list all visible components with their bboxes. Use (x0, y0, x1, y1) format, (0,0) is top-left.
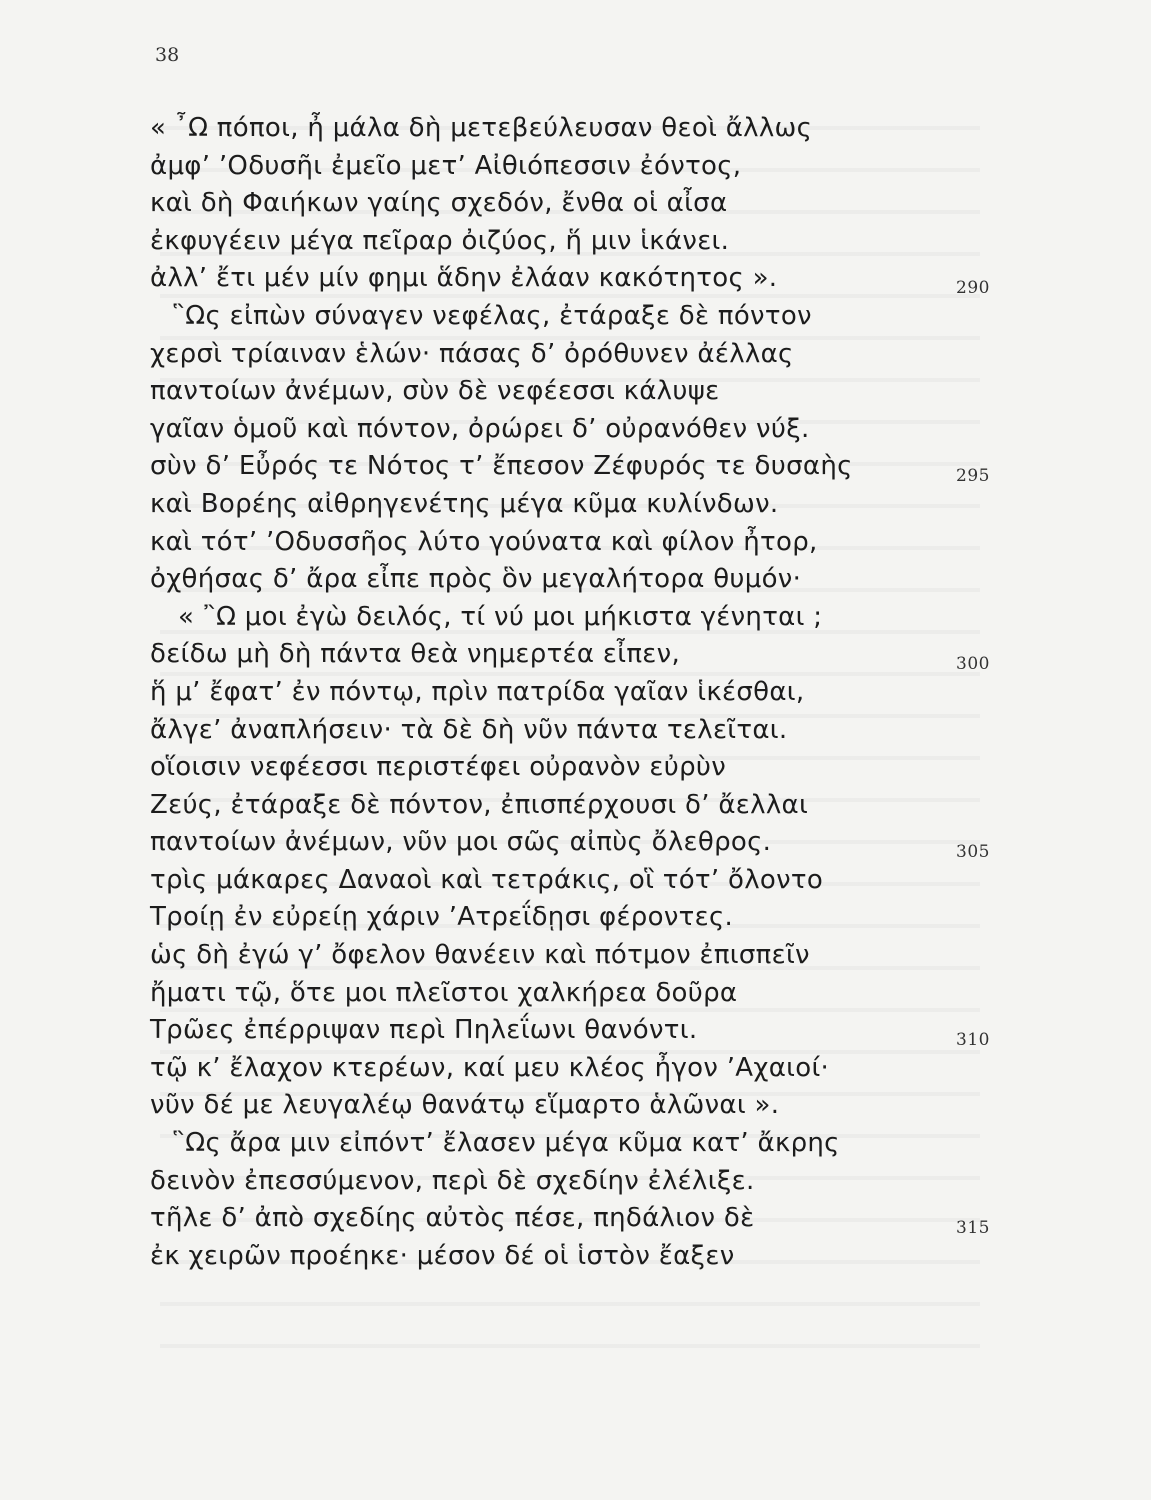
verse-line (150, 411, 1030, 449)
line-number: 295 (956, 466, 990, 487)
page-number: 38 (155, 44, 180, 66)
line-number: 315 (956, 1218, 990, 1239)
verse-text: τῷ κ’ ἔλαχον κτερέων, καί μευ κλέος ἦγον ’Αχαιοί· (150, 1052, 830, 1083)
verse-line (150, 448, 1030, 486)
verse-line (150, 899, 1030, 937)
verse-text: ῝Ως εἰπὼν σύναγεν νεφέλας, ἐτάραξε δὲ πόντον (172, 300, 812, 331)
verse-text: νῦν δέ με λευγαλέῳ θανάτῳ εἵμαρτο ἁλῶναι ». (150, 1090, 780, 1121)
verse-line (150, 1238, 1030, 1276)
verse-line (150, 712, 1030, 750)
verse-line (150, 636, 1030, 674)
verse-line (150, 110, 1030, 148)
verse-text: ἐκ χειρῶν προέηκε· μέσον δέ οἱ ἱστὸν ἔαξεν (150, 1240, 735, 1271)
verse-line (150, 1012, 1030, 1050)
verse-text: χερσὶ τρίαιναν ἑλών· πάσας δ’ ὀρόθυνεν ἀέλλας (150, 338, 794, 369)
verse-text: ῝Ως ἄρα μιν εἰπόντ’ ἔλασεν μέγα κῦμα κατ’ ἄκρης (172, 1128, 840, 1159)
verse-line (150, 486, 1030, 524)
verse-line (150, 336, 1030, 374)
verse-line (150, 862, 1030, 900)
verse-text: Ζεύς, ἐτάραξε δὲ πόντον, ἐπισπέρχουσι δ’ ἄελλαι (150, 789, 809, 820)
verse-text: ἄλγε’ ἀναπλήσειν· τὰ δὲ δὴ νῦν πάντα τελεῖται. (150, 714, 788, 745)
verse-text: τῆλε δ’ ἀπὸ σχεδίης αὐτὸς πέσε, πηδάλιον δὲ (150, 1203, 755, 1234)
verse-line (150, 1163, 1030, 1201)
verse-line (150, 824, 1030, 862)
verse-line (150, 749, 1030, 787)
line-number: 305 (956, 842, 990, 863)
verse-text: γαῖαν ὁμοῦ καὶ πόντον, ὀρώρει δ’ οὐρανόθεν νύξ. (150, 413, 810, 444)
verse-text: καὶ δὴ Φαιήκων γαίης σχεδόν, ἔνθα οἱ αἶσα (150, 188, 728, 219)
verse-text: ἀλλ’ ἔτι μέν μίν φημι ἅδην ἐλάαν κακότητος ». (150, 263, 778, 294)
verse-line (150, 787, 1030, 825)
verse-text: ἥ μ’ ἔφατ’ ἐν πόντῳ, πρὶν πατρίδα γαῖαν ἱκέσθαι, (150, 676, 805, 707)
verse-text: ὡς δὴ ἐγώ γ’ ὄφελον θανέειν καὶ πότμον ἐπισπεῖν (150, 940, 810, 971)
verse-text: παντοίων ἀνέμων, νῦν μοι σῶς αἰπὺς ὄλεθρος. (150, 827, 772, 858)
verse-text: Τρῶες ἐπέρριψαν περὶ Πηλεΐωνι θανόντι. (150, 1015, 698, 1046)
verse-line (150, 524, 1030, 562)
verse-text: σὺν δ’ Εὖρός τε Νότος τ’ ἔπεσον Ζέφυρός τε δυσαὴς (150, 451, 853, 482)
verse-line (150, 1125, 1030, 1163)
verse-text: ἀμφ’ ’Οδυσῆι ἐμεῖο μετ’ Αἰθιόπεσσιν ἐόντος, (150, 150, 742, 181)
verse-line (150, 1050, 1030, 1088)
verse-text: ὀχθήσας δ’ ἄρα εἶπε πρὸς ὃν μεγαλήτορα θυμόν· (150, 564, 802, 595)
verse-line (150, 298, 1030, 336)
verse-text: ἤματι τῷ, ὅτε μοι πλεῖστοι χαλκήρεα δοῦρα (150, 977, 738, 1008)
verse-text: καὶ Βορέης αἰθρηγενέτης μέγα κῦμα κυλίνδων. (150, 488, 779, 519)
verse-text: Τροίῃ ἐν εὐρείῃ χάριν ’Ατρεΐδῃσι φέροντες. (150, 902, 734, 933)
verse-line (150, 223, 1030, 261)
verse-text: καὶ τότ’ ’Οδυσσῆος λύτο γούνατα καὶ φίλον ἦτορ, (150, 526, 818, 557)
verse-text: « ῍Ω μοι ἐγὼ δειλός, τί νύ μοι μήκιστα γένηται ; (178, 601, 823, 632)
verse-text: δεινὸν ἐπεσσύμενον, περὶ δὲ σχεδίην ἐλέλιξε. (150, 1165, 755, 1196)
verse-line (150, 561, 1030, 599)
line-number: 300 (956, 654, 990, 675)
verse-line (150, 148, 1030, 186)
verse-text: « ῏Ω πόποι, ἦ μάλα δὴ μετεβεύλευσαν θεοὶ ἄλλως (150, 113, 813, 143)
verse-line (150, 674, 1030, 712)
verse-line (150, 599, 1030, 637)
verse-line (150, 185, 1030, 223)
verse-line (150, 1087, 1030, 1125)
line-number: 290 (956, 278, 990, 299)
line-number: 310 (956, 1030, 990, 1051)
verse-line (150, 260, 1030, 298)
verse-line (150, 1200, 1030, 1238)
verse-text: δείδω μὴ δὴ πάντα θεὰ νημερτέα εἶπεν, (150, 639, 681, 670)
verse-line (150, 373, 1030, 411)
verse-text: τρὶς μάκαρες Δαναοὶ καὶ τετράκις, οἳ τότ’ ὄλοντο (150, 864, 824, 895)
verse-text: παντοίων ἀνέμων, σὺν δὲ νεφέεσσι κάλυψε (150, 376, 720, 407)
verse-line (150, 937, 1030, 975)
verse-block (150, 110, 1030, 1275)
verse-line (150, 975, 1030, 1013)
verse-text: οἵοισιν νεφέεσσι περιστέφει οὐρανὸν εὐρὺν (150, 752, 727, 783)
verse-text: ἐκφυγέειν μέγα πεῖραρ ὀιζύος, ἥ μιν ἱκάνει. (150, 225, 730, 256)
